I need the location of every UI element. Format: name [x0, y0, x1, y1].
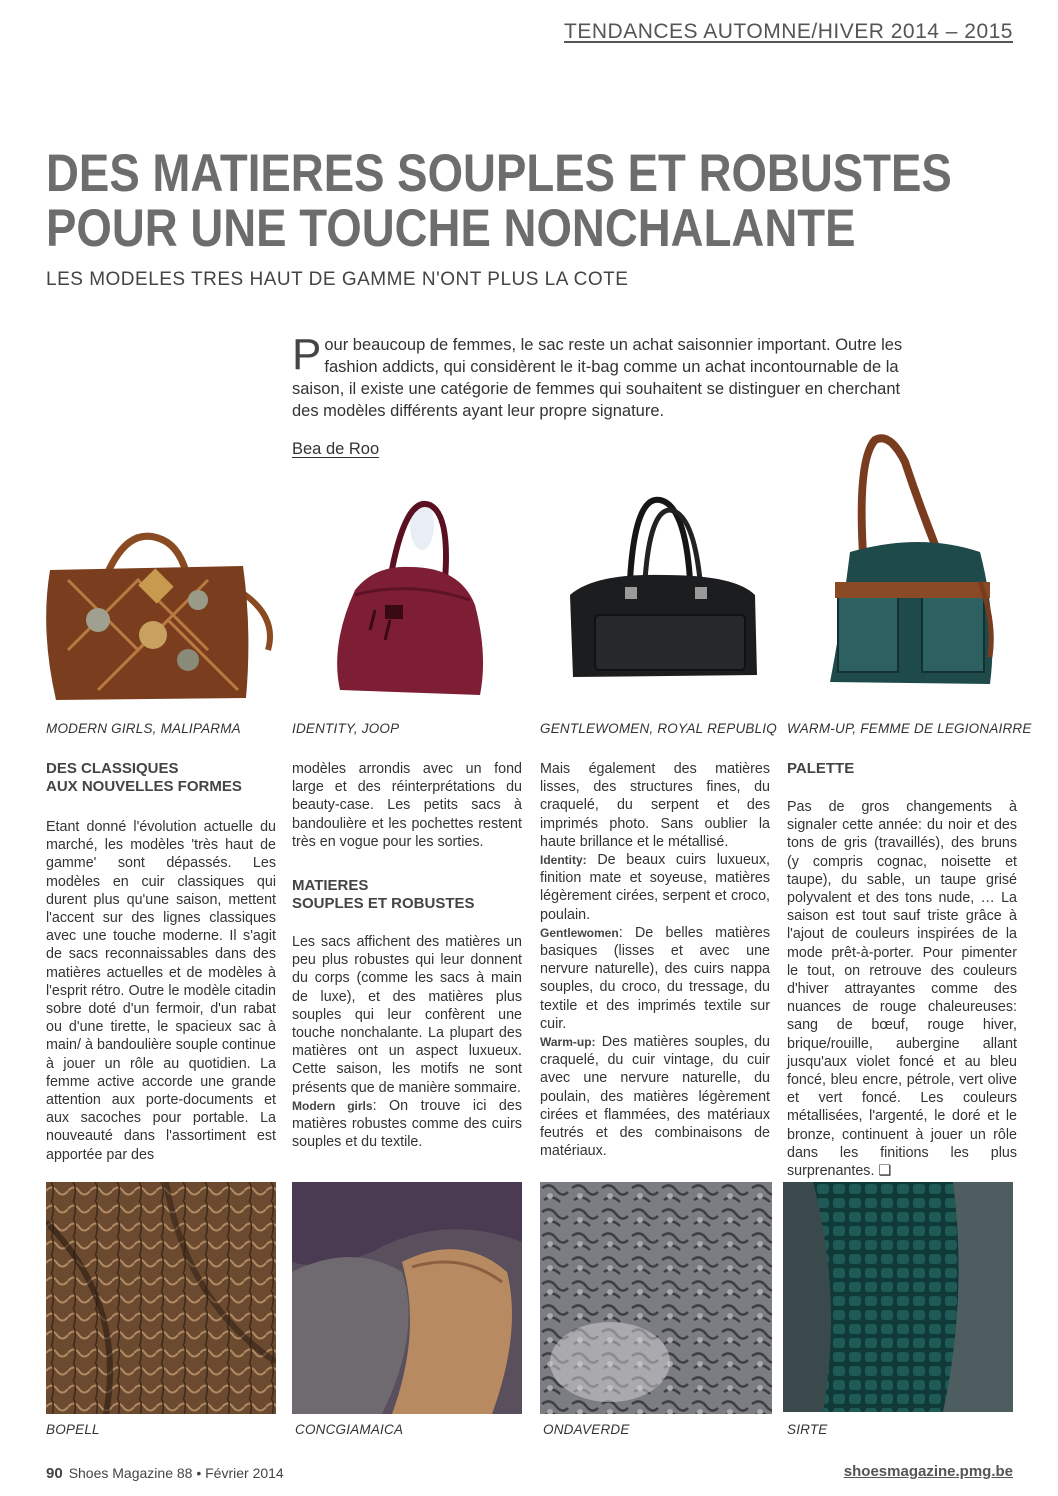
- text-column-1: [46, 760, 276, 1164]
- paragraph-classiques: Etant donné l'évolution actuelle du marché, les modèles 'très haut de gamme' sont dépassés. Les modèles en cuir classiques qui durent plus qu'une saison, mettent l'accent sur des lignes classiques avec une touche moderne. Il s'agit de sacs reconnaissables dans des matières actuelles et de modèles à l'esprit rétro. Outre le modèle citadin sobre doté d'un fermoir, d'un rabat ou d'une tirette, le spacieux sac à main/ à bandoulière souple continue à jouer un rôle au quotidien. La femme active accorde une grande attention aux porte-documents et aux sacoches pour portable. La nouveauté dans l'assortiment est apportée par des: [46, 819, 276, 1163]
- material-photo-concgiamaica: [292, 1182, 522, 1414]
- footer-issue: [46, 1465, 284, 1482]
- section-tag: TENDANCES AUTOMNE/HIVER 2014 – 2015: [564, 20, 1013, 43]
- text-column-3: [540, 760, 770, 1160]
- heading-classiques: DES CLASSIQUES AUX NOUVELLES FORMES: [46, 760, 242, 795]
- paragraph-modeles: modèles arrondis avec un fond large et des réinterprétations du beauty-case. Les petits sacs à bandoulière et les pochettes restent très en vogue pour les sorties.: [292, 761, 522, 850]
- material-caption-2: CONCGIAMAICA: [295, 1422, 404, 1437]
- material-caption-3: ONDAVERDE: [543, 1422, 630, 1437]
- paragraph-matieres: Les sacs affichent des matières un peu plus robustes qui leur donnent du corps (comme les sacs à main de luxe), et des matières plus souples qui leur confèrent une touche nonchalante. La plupart des matières ont un aspect luxueux. Cette saison, les motifs ne sont présents que de manière sommaire.: [292, 934, 522, 1096]
- paragraph-gentlewomen: Gentlewomen: De belles matières basiques (lisses et avec une nervure naturelle), des cuirs nappa souples, du croco, du tressage, du textile et des imprimés textile sur cuir.: [540, 924, 770, 1032]
- paragraph-palette: Pas de gros changements à signaler cette année: du noir et des tons de gris (travaillés), des bruns (y compris cognac, noisette et taupe), du sable, un taupe grisé polyvalent et des tons nude, … La saison est tout sauf triste grâce à l'ajout de couleurs inspirées de la mode prêt-à-porter. Pour pimenter le tout, on retrouve des couleurs d'hiver attrayantes comme des nuances de rouge chaleureuses: sang de bœuf, rouge hiver, brique/rouille, aubergine allant jusqu'aux violet foncé et au bleu foncé, bleu encre, pétrole, vert olive et vert foncé. Les couleurs métallisées, l'argenté, le doré et le bronze, continuent à jouer un rôle dans les finitions les plus surprenantes. ❑: [787, 799, 1017, 1180]
- issue-info: Shoes Magazine 88 • Février 2014: [68, 1465, 284, 1481]
- bag-photo-royal-republiq: [565, 495, 765, 685]
- website-link[interactable]: shoesmagazine.pmg.be: [843, 1463, 1013, 1480]
- text-column-4: [787, 760, 1017, 1180]
- title-line-2: POUR UNE TOUCHE NONCHALANTE: [46, 199, 856, 258]
- material-photo-ondaverde: [540, 1182, 772, 1414]
- intro-text: our beaucoup de femmes, le sac reste un achat saisonnier important. Outre les fashion addicts, qui considèrent le it-bag comme un achat incontournable de la saison, il existe une catégorie de femmes qui souhaitent se distinguer en cherchant des modèles différents ayant leur propre signature.: [292, 336, 903, 420]
- bag-photo-maliparma: [38, 530, 276, 705]
- material-photo-bopell: [46, 1182, 276, 1414]
- material-caption-4: SIRTE: [787, 1422, 828, 1437]
- bag-caption-4: WARM-UP, FEMME DE LEGIONAIRRE: [787, 721, 1032, 736]
- paragraph-identity: Identity: De beaux cuirs luxueux, finition mate et soyeuse, matières légèrement cirées, serpent et croco, poulain.: [540, 852, 770, 923]
- page-title: [46, 144, 952, 258]
- bag-caption-2: IDENTITY, JOOP: [292, 721, 400, 736]
- drop-cap: P: [292, 330, 322, 379]
- paragraph-warm-up: Warm-up: Des matières souples, du craquelé, du cuir vintage, du cuir avec une nervure naturelle, du poulain, des matières légèrement cirées et flammées, des matériaux feutrés et des combinaisons de matériaux.: [540, 1034, 770, 1160]
- intro-paragraph: [292, 330, 924, 422]
- paragraph-matieres-suite: Mais également des matières lisses, des structures fines, du craquelé, du serpent et des imprimés photo. Sans oublier la haute brillance et le métallisé.: [540, 761, 770, 850]
- heading-matieres: MATIERES SOUPLES ET ROBUSTES: [292, 877, 475, 913]
- text-column-2: [292, 760, 522, 1151]
- page-number: 90: [46, 1465, 63, 1482]
- bag-caption-1: MODERN GIRLS, MALIPARMA: [46, 721, 241, 736]
- bag-photo-joop: [330, 495, 485, 705]
- author-byline: Bea de Roo: [292, 440, 380, 458]
- paragraph-modern-girls: Modern girls: On trouve ici des matières robustes comme des cuirs souples et du textile.: [292, 1097, 522, 1151]
- end-mark: ❑: [878, 1163, 892, 1180]
- bag-photo-femme-de-legionairre: [830, 432, 998, 694]
- bag-caption-3: GENTLEWOMEN, ROYAL REPUBLIQ: [540, 721, 777, 736]
- page-subtitle: LES MODELES TRES HAUT DE GAMME N'ONT PLUS LA COTE: [46, 269, 629, 290]
- heading-palette: PALETTE: [787, 760, 855, 777]
- title-line-1: DES MATIERES SOUPLES ET ROBUSTES: [46, 144, 952, 203]
- material-caption-1: BOPELL: [46, 1422, 100, 1437]
- material-photo-sirte: [783, 1182, 1013, 1412]
